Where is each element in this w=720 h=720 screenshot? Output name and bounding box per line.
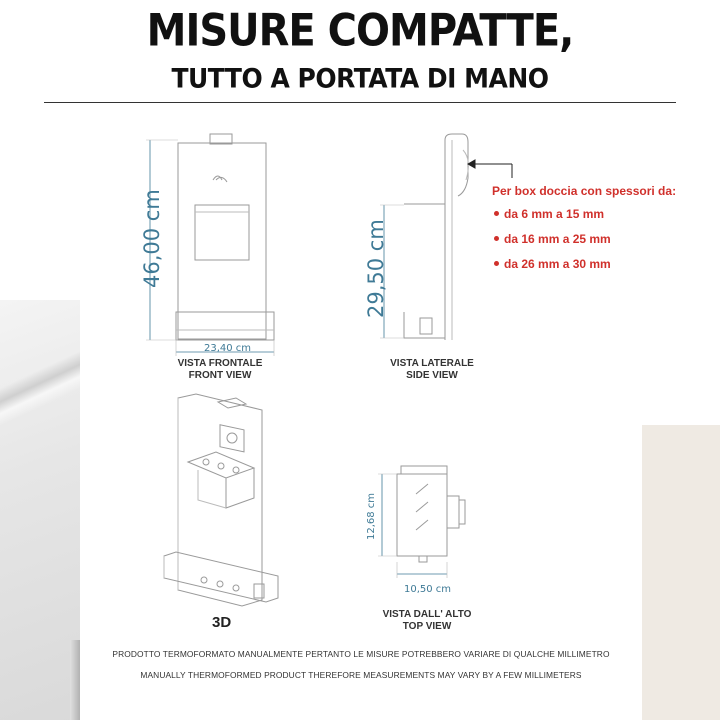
top-view-lip (401, 466, 447, 474)
front-view-label-it: VISTA FRONTALE (177, 358, 263, 369)
front-height-dimension: 46,00 cm (140, 189, 164, 288)
front-width-dimension: 23,40 cm (204, 343, 252, 354)
side-view-label (372, 358, 492, 382)
top-width-dimension: 10,50 cm (404, 584, 452, 595)
callout-list (492, 207, 702, 271)
side-view-hook (445, 134, 468, 340)
front-view-logo-icon (213, 176, 227, 182)
front-view-body (178, 143, 266, 339)
3d-view-logo-icon (227, 433, 237, 443)
callout-title: Per box doccia con spessori da: (492, 184, 677, 198)
front-view-label (160, 358, 280, 382)
side-view-label-en: SIDE VIEW (406, 370, 458, 381)
front-view-label-en: FRONT VIEW (188, 370, 252, 381)
callout-item: da 26 mm a 30 mm (504, 257, 702, 271)
page-title: MISURE COMPATTE, (146, 5, 574, 57)
top-view-hook (447, 496, 459, 528)
side-height-dimension: 29,50 cm (364, 219, 388, 318)
top-depth-dimension: 12,68 cm (366, 492, 377, 540)
top-view-clip (419, 556, 427, 562)
3d-view-drawing (164, 394, 278, 606)
front-view-shelf (176, 312, 274, 340)
3d-view-shelf (164, 552, 278, 602)
front-view-pocket (195, 205, 249, 260)
top-view-drawing (378, 466, 465, 578)
3d-view-label: 3D (212, 614, 232, 631)
top-view-label-en: TOP VIEW (402, 621, 452, 632)
side-view-label-it: VISTA LATERALE (390, 358, 474, 369)
front-view-drawing (146, 134, 274, 356)
3d-view-logo-plate (220, 425, 244, 452)
disclaimer-italian: PRODOTTO TERMOFORMATO MANUALMENTE PERTANTO LE MISURE POTREBBERO VARIARE DI QUALCHE MILLIMETRO (112, 649, 610, 659)
side-view-shelf-clip (420, 318, 432, 334)
top-view-label-it: VISTA DALL' ALTO (382, 609, 472, 620)
top-view-body (397, 474, 447, 556)
callout-item: da 6 mm a 15 mm (504, 207, 702, 221)
disclaimer-english: MANUALLY THERMOFORMED PRODUCT THEREFORE MEASUREMENTS MAY VARY BY A FEW MILLIMETERS (140, 670, 582, 680)
callout-item: da 16 mm a 25 mm (504, 232, 702, 246)
shower-thickness-callout (492, 184, 702, 282)
page-subtitle: TUTTO A PORTATA DI MANO (171, 62, 549, 95)
top-view-label (362, 609, 492, 633)
